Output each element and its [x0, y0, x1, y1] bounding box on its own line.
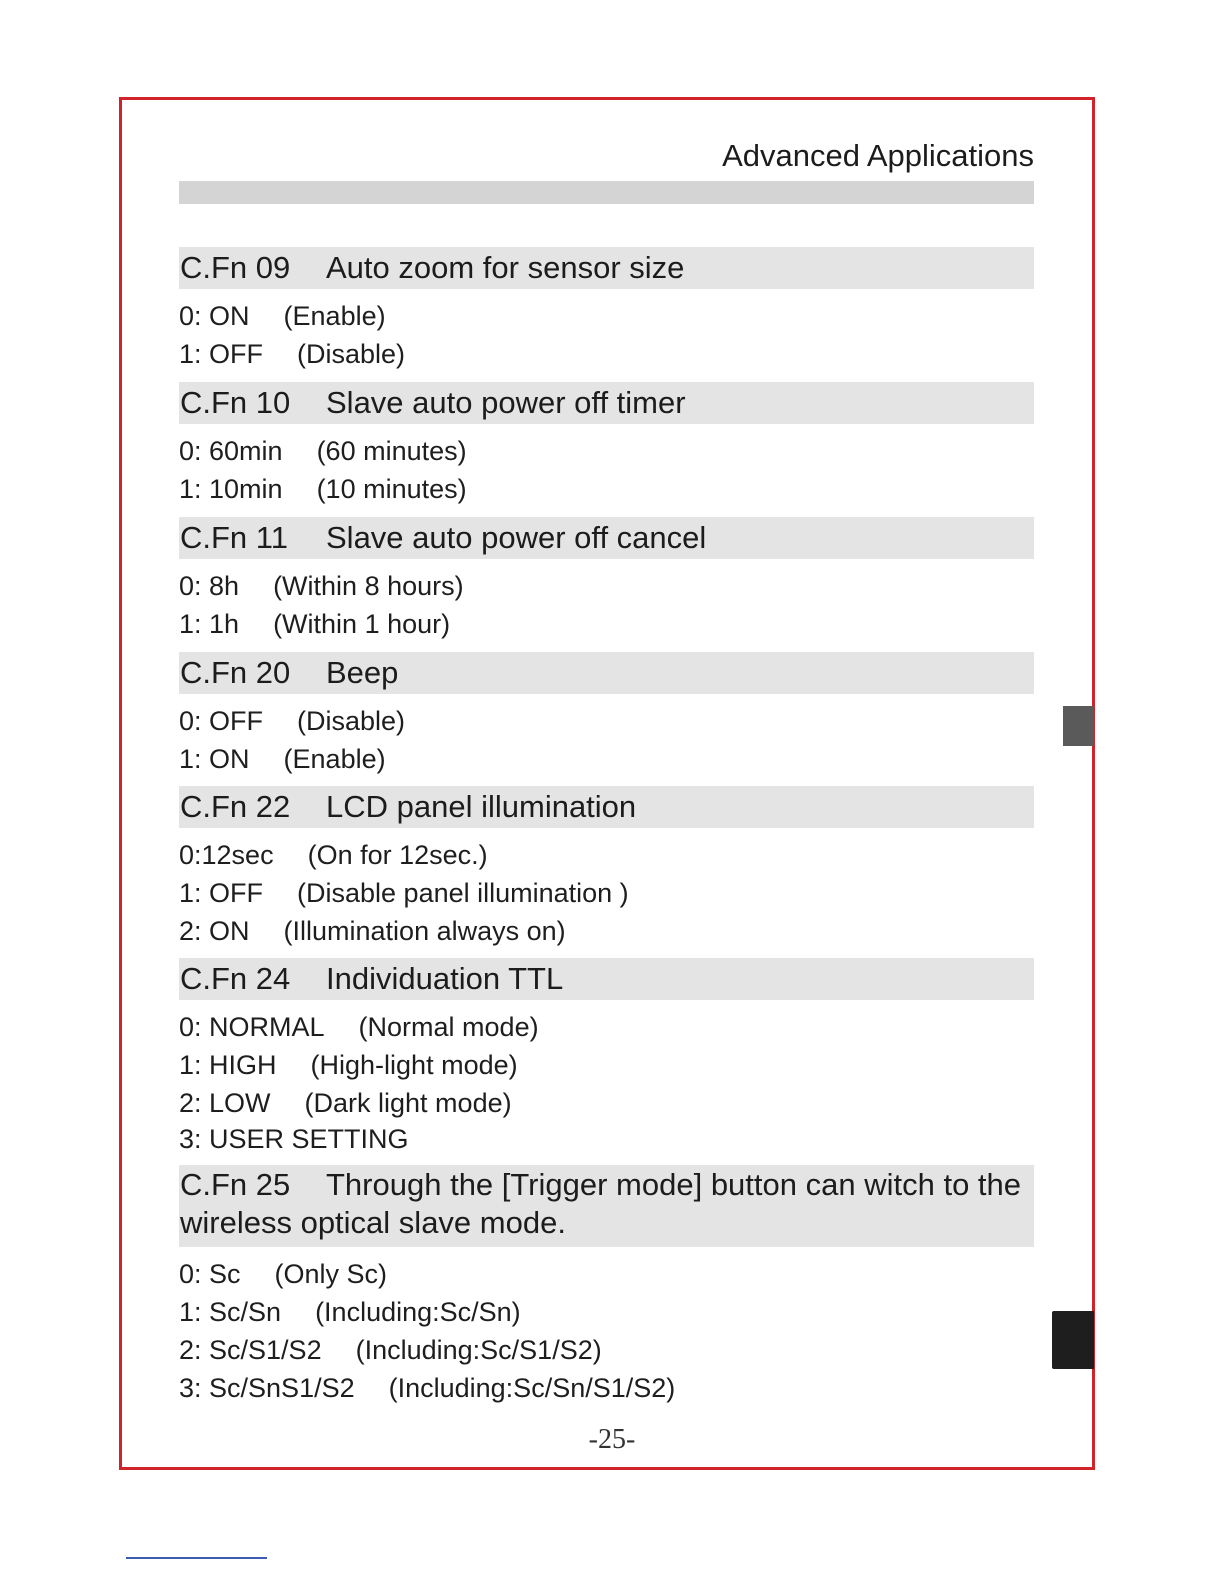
- section-heading: [179, 517, 1034, 559]
- option-desc: (Including:Sc/Sn/S1/S2): [388, 1373, 676, 1403]
- option-list: [179, 1255, 1034, 1407]
- header-divider-bar: [179, 181, 1034, 204]
- option-desc: (Disable): [297, 706, 406, 736]
- option-code: 0: NORMAL: [179, 1012, 325, 1042]
- option-desc: (60 minutes): [316, 436, 467, 466]
- page-header-title: Advanced Applications: [722, 138, 1034, 173]
- option-code: 1: ON: [179, 744, 250, 774]
- option-code: 0: ON: [179, 301, 250, 331]
- option-item: [179, 297, 1034, 335]
- option-item: [179, 1008, 1034, 1046]
- option-item: [179, 1369, 1034, 1407]
- option-code: 1: 1h: [179, 609, 240, 639]
- option-item: [179, 912, 1034, 950]
- option-item: [179, 432, 1034, 470]
- option-desc: (Illumination always on): [283, 916, 566, 946]
- bottom-rule: [126, 1557, 267, 1559]
- option-item: [179, 874, 1034, 912]
- section-title: Auto zoom for sensor size: [326, 250, 685, 285]
- option-item: [179, 1331, 1034, 1369]
- option-item: [179, 1293, 1034, 1331]
- cfn-section-25: [179, 1165, 1034, 1407]
- option-item: [179, 1255, 1034, 1293]
- option-desc: (Within 1 hour): [273, 609, 451, 639]
- option-code: 0: OFF: [179, 706, 264, 736]
- option-item: [179, 335, 1034, 373]
- option-code: 1: 10min: [179, 474, 283, 504]
- section-title: LCD panel illumination: [326, 789, 637, 824]
- cfn-section-11: [179, 517, 1034, 643]
- option-code: 1: Sc/Sn: [179, 1297, 282, 1327]
- option-code: 3: Sc/SnS1/S2: [179, 1373, 355, 1403]
- option-code: 1: HIGH: [179, 1050, 277, 1080]
- option-desc: (On for 12sec.): [307, 840, 488, 870]
- option-item: [179, 1084, 1034, 1122]
- section-title: Individuation TTL: [326, 961, 564, 996]
- cfn-section-24: [179, 958, 1034, 1156]
- section-number: C.Fn 09: [180, 250, 291, 285]
- option-desc: (High-light mode): [310, 1050, 518, 1080]
- section-heading: [179, 786, 1034, 828]
- section-title: Beep: [326, 655, 399, 690]
- section-number: C.Fn 22: [180, 789, 291, 824]
- option-desc: (10 minutes): [316, 474, 467, 504]
- chapter-tab-marker: [1063, 706, 1094, 746]
- section-heading: [179, 1165, 1034, 1247]
- option-list: [179, 1008, 1034, 1156]
- option-desc: (Only Sc): [274, 1259, 388, 1289]
- option-desc: (Normal mode): [358, 1012, 539, 1042]
- option-list: [179, 702, 1034, 778]
- option-item: [179, 470, 1034, 508]
- option-item: [179, 740, 1034, 778]
- section-number: C.Fn 20: [180, 655, 291, 690]
- section-heading: [179, 382, 1034, 424]
- option-code: 1: OFF: [179, 878, 264, 908]
- option-list: [179, 836, 1034, 950]
- option-desc: (Enable): [283, 301, 386, 331]
- option-desc: (Including:Sc/S1/S2): [355, 1335, 602, 1365]
- cfn-section-09: [179, 247, 1034, 373]
- option-item: [179, 1046, 1034, 1084]
- option-code: 1: OFF: [179, 339, 264, 369]
- option-item: [179, 836, 1034, 874]
- option-code: 2: Sc/S1/S2: [179, 1335, 322, 1365]
- section-title: Through the [Trigger mode] button can witch to the wireless optical slave mode.: [180, 1167, 1022, 1240]
- option-desc: (Disable panel illumination ): [297, 878, 629, 908]
- option-item: [179, 605, 1034, 643]
- option-item: [179, 702, 1034, 740]
- option-desc: (Enable): [283, 744, 386, 774]
- section-number: C.Fn 10: [180, 385, 291, 420]
- section-heading: [179, 652, 1034, 694]
- option-desc: (Disable): [297, 339, 406, 369]
- option-code: 2: LOW: [179, 1088, 271, 1118]
- section-heading: [179, 247, 1034, 289]
- page-number: -25-: [588, 1424, 636, 1455]
- section-heading: [179, 958, 1034, 1000]
- option-code: 2: ON: [179, 916, 250, 946]
- option-item: [179, 567, 1034, 605]
- option-list: [179, 432, 1034, 508]
- option-list: [179, 567, 1034, 643]
- option-desc: (Within 8 hours): [273, 571, 464, 601]
- section-number: C.Fn 24: [180, 961, 291, 996]
- cfn-section-22: [179, 786, 1034, 950]
- option-code: 0: Sc: [179, 1259, 241, 1289]
- cfn-section-20: [179, 652, 1034, 778]
- option-item: [179, 1122, 1034, 1156]
- cfn-section-10: [179, 382, 1034, 508]
- section-title: Slave auto power off timer: [326, 385, 686, 420]
- option-desc: (Dark light mode): [304, 1088, 512, 1118]
- option-code: 0: 8h: [179, 571, 240, 601]
- chapter-tab-marker-dark: [1052, 1311, 1094, 1369]
- option-code: 3: USER SETTING: [179, 1124, 409, 1154]
- option-code: 0: 60min: [179, 436, 283, 466]
- section-number: C.Fn 11: [180, 520, 288, 555]
- section-title: Slave auto power off cancel: [326, 520, 707, 555]
- option-desc: (Including:Sc/Sn): [315, 1297, 521, 1327]
- section-number: C.Fn 25: [180, 1167, 291, 1202]
- option-list: [179, 297, 1034, 373]
- option-code: 0:12sec: [179, 840, 274, 870]
